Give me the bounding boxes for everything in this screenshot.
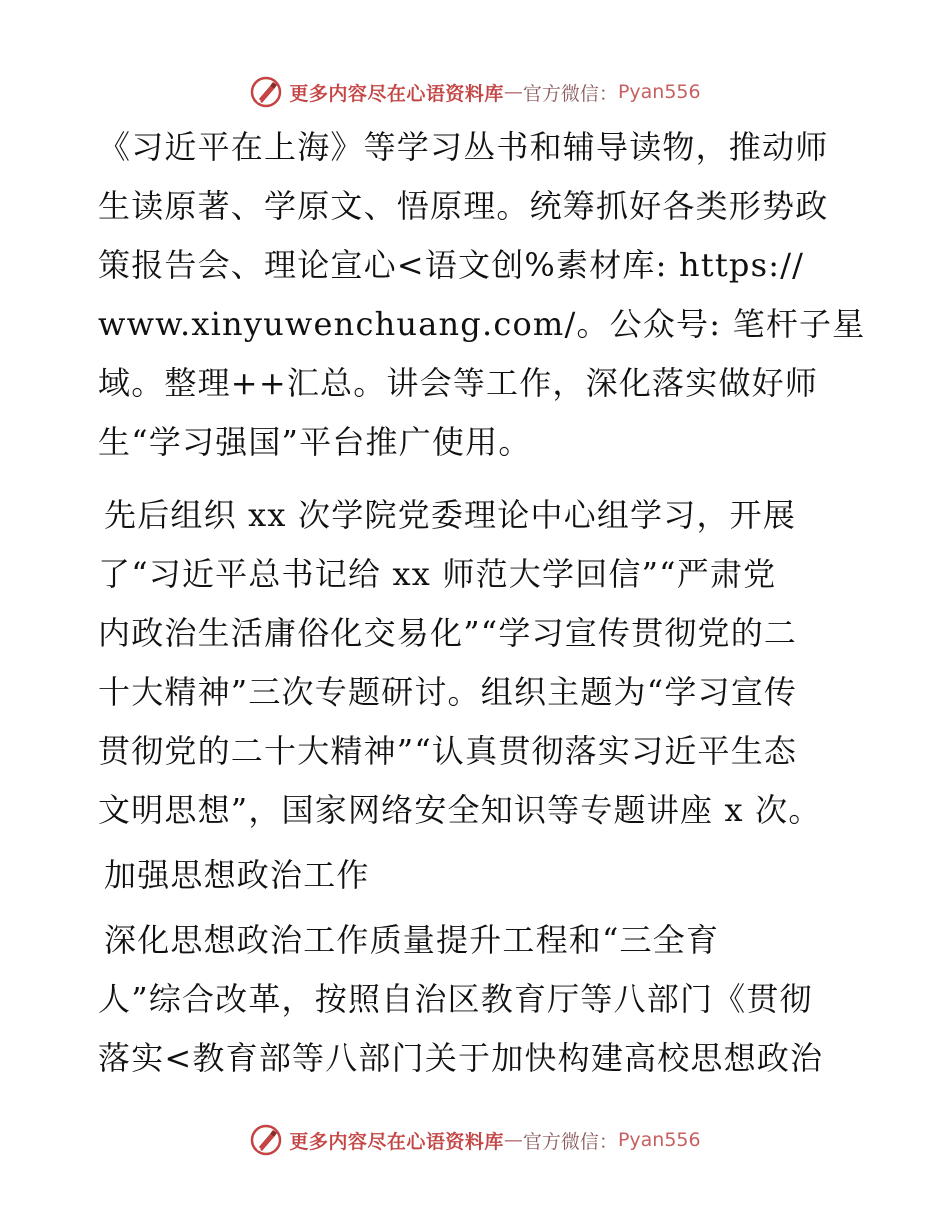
watermark-official-label: 官方微信： — [522, 82, 618, 105]
pen-logo-icon — [249, 1123, 283, 1157]
footer-watermark — [0, 1120, 950, 1160]
text-line: 落实<教育部等八部门关于加快构建高校思想政治 — [98, 1039, 824, 1077]
watermark-account: Pyan556 — [617, 1129, 701, 1151]
text-line: 策报告会、理论宣心<语文创%素材库: https:// — [98, 246, 805, 284]
text-line: 了“习近平总书记给 xx 师范大学回信”“严肃党 — [98, 555, 777, 593]
text-line: 域。整理++汇总。讲会等工作，深化落实做好师 — [98, 364, 819, 402]
text-line: 《习近平在上海》等学习丛书和辅导读物，推动师 — [98, 128, 829, 166]
text-line: 十大精神”三次专题研讨。组织主题为“学习宣传 — [98, 673, 798, 711]
paragraph-ideological-work — [98, 911, 858, 1088]
text-line: 生“学习强国”平台推广使用。 — [98, 423, 532, 461]
text-line: 深化思想政治工作质量提升工程和“三全育 — [104, 921, 720, 959]
watermark-account: Pyan556 — [617, 81, 701, 103]
text-line: 内政治生活庸俗化交易化”“学习宣传贯彻党的二 — [98, 614, 798, 652]
text-line: 先后组织 xx 次学院党委理论中心组学习，开展 — [104, 496, 797, 534]
paragraph-theory-study — [98, 486, 858, 840]
text-line: 文明思想”，国家网络安全知识等专题讲座 x 次。 — [98, 791, 822, 829]
document-body — [98, 118, 866, 1088]
text-line: 生读原著、学原文、悟原理。统筹抓好各类形势政 — [98, 187, 829, 225]
heading-text: 加强思想政治工作 — [104, 856, 370, 894]
watermark-title: 更多内容尽在心语资料库 — [289, 1130, 504, 1153]
text-line: www.xinyuwenchuang.com/。公众号: 笔杆子星 — [98, 305, 866, 343]
watermark-dash: — — [503, 81, 523, 103]
text-line: 贯彻党的二十大精神”“认真贯彻落实习近平生态 — [98, 732, 798, 770]
pen-logo-icon — [249, 75, 283, 109]
text-line: 人”综合改革，按照自治区教育厅等八部门《贯彻 — [98, 980, 813, 1018]
section-heading — [98, 846, 858, 905]
paragraph-study-books — [98, 118, 866, 472]
watermark-title: 更多内容尽在心语资料库 — [289, 82, 504, 105]
watermark-official-label: 官方微信： — [522, 1130, 618, 1153]
header-watermark — [0, 72, 950, 112]
watermark-dash: — — [503, 1129, 523, 1151]
